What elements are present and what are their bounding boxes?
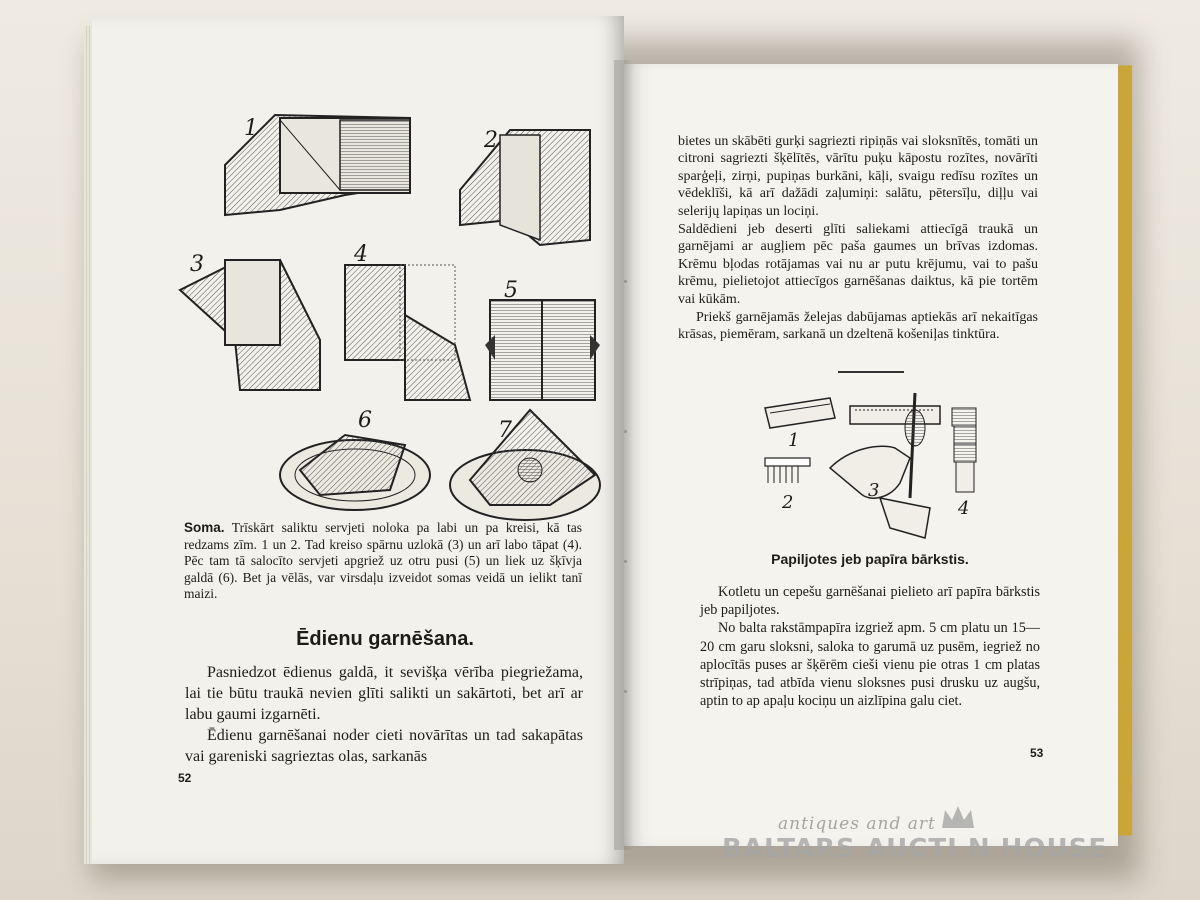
figure-caption <box>184 520 582 603</box>
page-number-left: 52 <box>178 771 192 785</box>
figure-number-2: 2 <box>484 128 498 153</box>
section-divider <box>838 371 904 373</box>
figure-number-4: 4 <box>354 242 368 267</box>
binding-stitch <box>624 430 627 433</box>
right-body-text-top <box>678 133 1038 345</box>
figure-number-7: 7 <box>498 418 512 443</box>
binding-stitch <box>624 280 627 283</box>
napkin-drawings <box>170 100 610 530</box>
book-gutter <box>614 60 634 850</box>
paragraph: Saldēdieni jeb deserti glīti saliekami attiecīgā traukā un garnējami ar augļiem pēc paša gaumes un brīvas izdomas. Krēmu bļodas rotājamas vai nu ar putu krējumu, vai to pašu krēmu, pielietojot attiecīgos garnēšanas daiktus, kā pie tortēm vai kūkām. <box>678 222 1038 307</box>
figure-number-1: 1 <box>244 116 258 141</box>
binding-stitch <box>624 690 627 693</box>
section-heading-garnishing: Ēdienu garnēšana. <box>296 628 474 650</box>
curl-figure-number-2: 2 <box>782 492 794 513</box>
napkin-fold-5 <box>485 300 600 400</box>
figure-number-3: 3 <box>190 252 204 277</box>
curl-figure-number-1: 1 <box>788 430 800 451</box>
curl-figure-number-3: 3 <box>868 480 880 501</box>
paragraph: No balta rakstāmpapīra izgriež apm. 5 cm platu un 15—20 cm garu sloksni, saloka to garumā uz pusēm, iegriež no aplocītās puses ar šķērēm cieši vienu pie otras 1 cm platas strīpiņas, tad atbīda vienu sloksnes pusi drusku uz augšu, aptin to ap apaļu kociņu un aizlīpina galu ciet. <box>700 620 1040 710</box>
paragraph: Pasniedzot ēdienus galdā, it sevišķa vērība piegriežama, lai tie būtu traukā nevien glīti salikti un sakārtoti, bet arī ar labu gaumi izgarnēti. <box>185 664 583 723</box>
napkin-fold-2 <box>460 130 590 245</box>
paper-strip-fringe <box>850 406 940 424</box>
paper-strip-1 <box>765 398 835 428</box>
section-heading-papillotes: Papiljotes jeb papīra bārkstis. <box>771 551 969 567</box>
paragraph: Priekš garnējamās želejas dabūjamas aptiekās arī nekaitīgas krāsas, piemēram, sarkanā un dzeltenā košeniļas tinktūra. <box>678 310 1038 343</box>
left-body-text <box>185 662 583 767</box>
napkin-fold-3 <box>180 260 320 390</box>
caption-text: Trīskārt saliktu servjeti noloka pa labi un pa kreisi, kā tas redzams zīm. 1 un 2. Tad kreiso spārnu uzlokā (3) un arī labo tāpat (4). Pēc tam tā salocīto servjeti apgriež uz otru pusi (5) un liek uz šķīvja galdā (6). Bet ja vēlās, var virsdaļu izveidot somas veidā un ielikt tanī maizi. <box>184 520 582 602</box>
paragraph: bietes un skābēti gurķi sagriezti ripiņās vai sloksnītēs, tomāti un citroni sagriezti šķēlītēs, vārītu puķu kāpostu rozītes, novārīti sparģeļi, zirņi, pupiņas burkāni, kāļi, svaigu redīsu rozītes un vēdeklīši, kā arī dažādi zaļumiņi: salātu, pētersīļu, diļļu vai selerijų lapiņas un lociņi. <box>678 134 1038 219</box>
napkin-fold-4 <box>345 265 470 400</box>
papillote-drawings <box>760 388 990 548</box>
binding-stitch <box>624 560 627 563</box>
comb-fringe-2 <box>765 458 810 483</box>
watermark-name: BALTARS AUCTI N HOUSE <box>722 834 1108 864</box>
right-body-text-bottom <box>700 583 1040 710</box>
curl-figure-number-4: 4 <box>958 498 970 519</box>
napkin-on-plate-7 <box>450 410 600 520</box>
crown-icon <box>940 804 976 830</box>
figure-number-6: 6 <box>358 408 372 433</box>
papillote-illustration <box>760 388 990 548</box>
watermark-tagline: antiques and art <box>778 814 936 834</box>
paragraph: Ēdienu garnēšanai noder cieti novārītas un tad sakapātas vai gareniski sagrieztas olas, sarkanās <box>185 727 583 765</box>
paragraph: Kotletu un cepešu garnēšanai pielieto arī papīra bārkstis jeb papiljotes. <box>700 584 1040 619</box>
page-number-right: 53 <box>1030 746 1044 760</box>
finished-papillote-4 <box>952 408 976 492</box>
napkin-on-plate-6 <box>280 435 430 510</box>
napkin-folding-illustration <box>170 100 610 530</box>
figure-number-5: 5 <box>504 278 518 303</box>
caption-lead: Soma. <box>184 520 225 535</box>
